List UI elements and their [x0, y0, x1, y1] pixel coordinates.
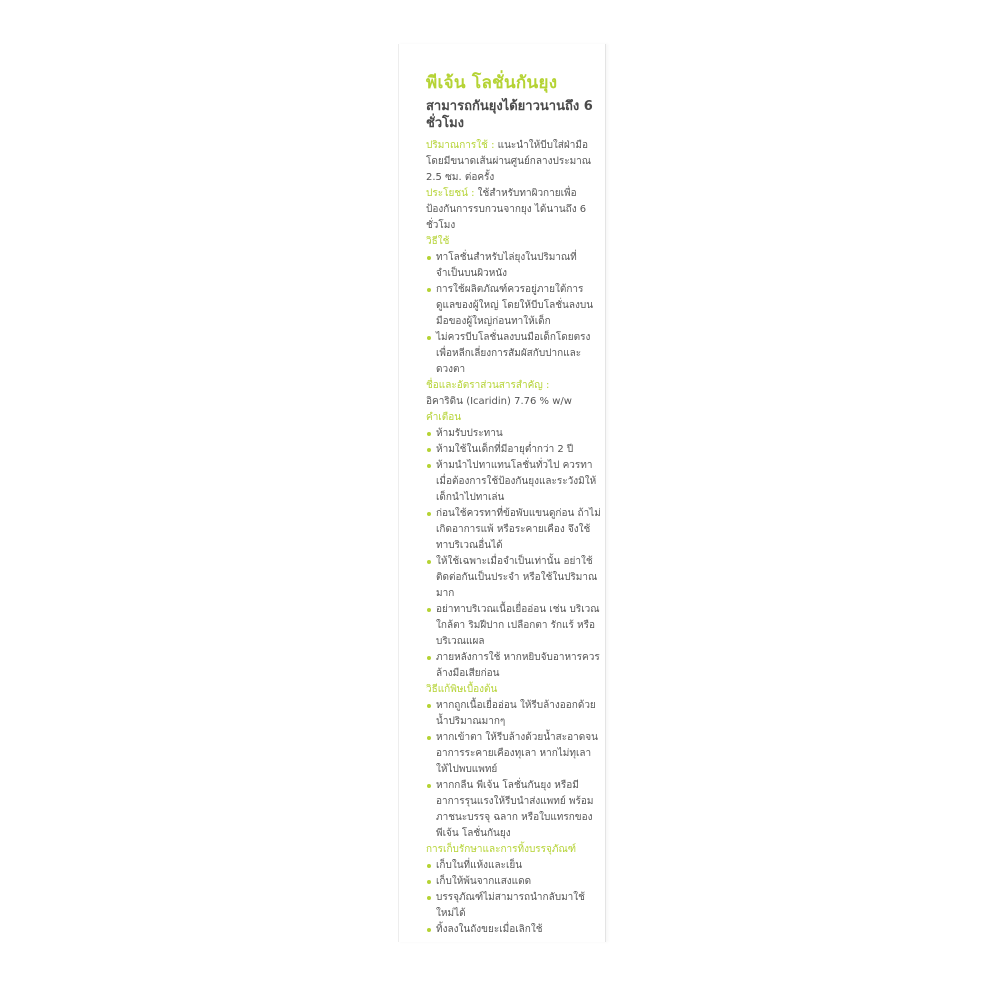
storage-heading: การเก็บรักษาและการทิ้งบรรจุภัณฑ์	[426, 844, 577, 855]
storage-list	[426, 858, 602, 938]
dosage-text: แนะนำให้บีบใส่ฝ่ามือโดยมีขนาดเส้นผ่านศูนย์กลางประมาณ 2.5 ซม. ต่อครั้ง	[426, 140, 592, 183]
brand-title: พีเจ้น โลชั่นกันยุง	[426, 73, 558, 93]
ingredients-heading: ชื่อและอัตราส่วนสารสำคัญ :	[426, 380, 550, 391]
tagline: สามารถกันยุงได้ยาวนานถึง 6 ชั่วโมง	[426, 99, 593, 131]
list-item: ทิ้งลงในถังขยะเมื่อเลิกใช้	[426, 922, 602, 938]
list-item: ห้ามรับประทาน	[426, 426, 602, 442]
usage-heading: วิธีใช้	[426, 236, 450, 247]
list-item: เก็บให้พ้นจากแสงแดด	[426, 874, 602, 890]
dosage-section	[426, 138, 602, 186]
list-item: ภายหลังการใช้ หากหยิบจับอาหารควรล้างมือเสียก่อน	[426, 650, 602, 682]
list-item: ห้ามใช้ในเด็กที่มีอายุต่ำกว่า 2 ปี	[426, 442, 602, 458]
first-aid-heading: วิธีแก้พิษเบื้องต้น	[426, 684, 498, 695]
list-item: ไม่ควรบีบโลชั่นลงบนมือเด็กโดยตรง เพื่อหลีกเลี่ยงการสัมผัสกับปากและดวงตา	[426, 330, 602, 378]
list-item: บรรจุภัณฑ์ไม่สามารถนำกลับมาใช้ใหม่ได้	[426, 890, 602, 922]
benefit-section	[426, 186, 602, 234]
list-item: เก็บในที่แห้งและเย็น	[426, 858, 602, 874]
dosage-label: ปริมาณการใช้ :	[426, 140, 495, 151]
list-item: อย่าทาบริเวณเนื้อเยื่ออ่อน เช่น บริเวณใกล้ตา ริมฝีปาก เปลือกตา รักแร้ หรือบริเวณแผล	[426, 602, 602, 650]
list-item: ห้ามนำไปทาแทนโลชั่นทั่วไป ควรทาเมื่อต้องการใช้ป้องกันยุงและระวังมิให้เด็กนำไปทาเล่น	[426, 458, 602, 506]
list-item: หากถูกเนื้อเยื่ออ่อน ให้รีบล้างออกด้วยน้ำปริมาณมากๆ	[426, 698, 602, 730]
list-item: การใช้ผลิตภัณฑ์ควรอยู่ภายใต้การดูแลของผู้ใหญ่ โดยให้บีบโลชั่นลงบนมือของผู้ใหญ่ก่อนทาให้เด็ก	[426, 282, 602, 330]
ingredients-text: อิคาริดิน (Icaridin) 7.76 % w/w	[426, 396, 572, 407]
first-aid-list	[426, 698, 602, 842]
list-item: หากเข้าตา ให้รีบล้างด้วยน้ำสะอาดจนอาการระคายเคืองทุเลา หากไม่ทุเลาให้ไปพบแพทย์	[426, 730, 602, 778]
label-content	[426, 72, 602, 938]
usage-list	[426, 250, 602, 378]
benefit-text: ใช้สำหรับทาผิวกายเพื่อป้องกันการรบกวนจากยุง ได้นานถึง 6 ชั่วโมง	[426, 188, 587, 231]
list-item: หากกลืน พีเจ้น โลชั่นกันยุง หรือมีอาการรุนแรงให้รีบนำส่งแพทย์ พร้อมภาชนะบรรจุ ฉลาก หรือใบแทรกของ พีเจ้น โลชั่นกันยุง	[426, 778, 602, 842]
list-item: ทาโลชั่นสำหรับไล่ยุงในปริมาณที่จำเป็นบนผิวหนัง	[426, 250, 602, 282]
warnings-heading: คำเตือน	[426, 412, 462, 423]
list-item: ให้ใช้เฉพาะเมื่อจำเป็นเท่านั้น อย่าใช้ติดต่อกันเป็นประจำ หรือใช้ในปริมาณมาก	[426, 554, 602, 602]
list-item: ก่อนใช้ควรทาที่ข้อพับแขนดูก่อน ถ้าไม่เกิดอาการแพ้ หรือระคายเคือง จึงใช้ทาบริเวณอื่นได้	[426, 506, 602, 554]
warnings-list	[426, 426, 602, 682]
benefit-label: ประโยชน์ :	[426, 188, 475, 199]
